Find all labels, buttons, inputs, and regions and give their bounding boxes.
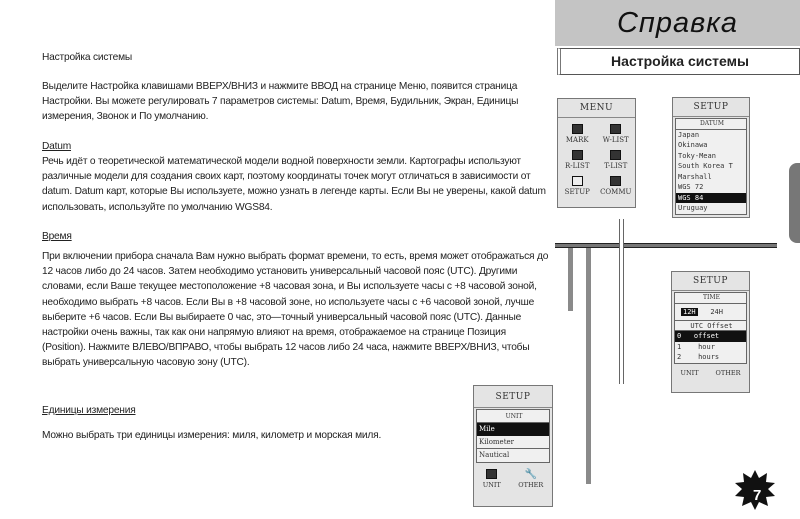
footer-unit: UNIT [680,368,699,377]
datum-subtitle: DATUM [676,119,746,130]
datum-option: Okinawa [678,141,708,149]
footer-other: OTHER [715,368,741,377]
format-12h-selected: 12H [683,307,696,316]
unit-screen-title: SETUP [474,386,552,408]
datum-option: Marshall [678,172,712,181]
section-banner: Настройка системы [557,48,800,75]
menu-label: R-LIST [564,162,590,170]
menu-item-mark [558,124,597,144]
menu-label: T-LIST [604,162,628,170]
datum-option: Japan [678,130,700,139]
page-title: Справка [616,7,739,39]
time-screen [671,271,750,393]
section-heading: Настройка системы [42,52,133,63]
footer-other: OTHER [518,481,544,489]
utc-option: 1 hour [677,342,715,351]
setup-icon [572,176,583,186]
footer-unit: UNIT [482,481,501,489]
menu-item-setup [558,176,597,196]
unit-subtitle: UNIT [477,410,549,423]
header-bar [555,0,800,46]
datum-option-selected: WGS 84 [676,193,746,204]
menu-label: COMMU [600,188,632,196]
time-heading: Время [42,231,72,242]
side-tab [789,163,800,243]
units-heading: Единицы измерения [42,405,136,416]
datum-screen-title: SETUP [673,98,749,117]
datum-option: Uruguay [678,204,708,212]
utc-offset-label: UTC Offset [675,321,746,332]
datum-option: Toky-Mean [678,151,716,160]
time-screen-title: SETUP [672,272,749,291]
page-number-badge [735,470,775,510]
unit-option: Nautical [479,451,510,459]
utc-option-selected: 0 offset [675,331,746,342]
menu-label: MARK [565,136,589,144]
route-list-icon [572,150,583,160]
datum-screen [672,97,750,218]
time-subtitle: TIME [675,293,746,304]
vertical-bar [586,248,591,484]
datum-heading: Datum [42,141,72,152]
datum-paragraph: Речь идёт о теоретической математической модели водной поверхности земли. Картографы используют различные модели для создания своих карт, поэтому координаты точек могут отличаться в зависимости от datum. Datum карт, которые Вы используете, можно узнать в легенде карты. Если Вы не уверены, какой datum использовать, используйте по умолчанию WGS84. [42,156,546,213]
vertical-double-line [619,219,624,384]
unit-screen [473,385,553,507]
menu-item-commu [597,176,636,196]
menu-label: W-LIST [602,136,629,144]
unit-option-selected: Mile [477,423,549,436]
datum-option: South Korea T [678,162,733,170]
menu-item-tlist [597,150,636,170]
datum-option: WGS 72 [678,183,704,191]
wrench-icon: 🔧 [524,469,537,480]
units-paragraph: Можно выбрать три единицы измерения: миля, километр и морская миля. [42,430,382,441]
menu-item-wlist [597,124,636,144]
vertical-bar [568,248,573,311]
format-24h: 24H [710,307,723,316]
page-number: 7 [753,487,762,504]
waypoint-list-icon [610,124,621,134]
track-list-icon [610,150,621,160]
menu-label: SETUP [564,188,590,196]
intro-paragraph: Выделите Настройка клавишами ВВЕРХ/ВНИЗ и нажмите ВВОД на странице Меню, появится страница Настройки. Вы можете регулировать 7 параметров системы: Datum, Время, Будильник, Экран, Единицы измерения, Звонок и По умолчанию. [42,81,519,123]
unit-icon [486,469,497,479]
time-paragraph: При включении прибора сначала Вам нужно выбрать формат времени, то есть, время может отображаться до 12 часов либо до 24 часов. Затем необходимо установить универсальный часовой пояс (UTC). Другими словами, если Ваше текущее местоположение +8 часовая зона, и Вы используете часы с +8 часовой зоной, необходимо выбрать +8 часов. Если Вы в +8 часовой зоне, но используете часы с +6 часовой зоной, лучше выберите +6 часов. Если Вы выбираете 0 час, это—точный универсальный часовой пояс (UTC). Данные настройки очень важны, так как они напрямую влияют на время, отображаемое на странице Позиция (Position). Нажмите ВЛЕВО/ВПРАВО, чтобы выбрать 12 часов либо 24 часа, нажмите ВВЕРХ/ВНИЗ, чтобы выбрать универсальную часовую зону (UTC). [42,251,549,369]
menu-item-rlist [558,150,597,170]
menu-screen [557,98,636,208]
menu-screen-title: MENU [558,99,635,118]
commu-icon [610,176,621,186]
unit-option: Kilometer [477,436,549,449]
mark-icon [572,124,583,134]
utc-option: 2 hours [677,353,720,361]
